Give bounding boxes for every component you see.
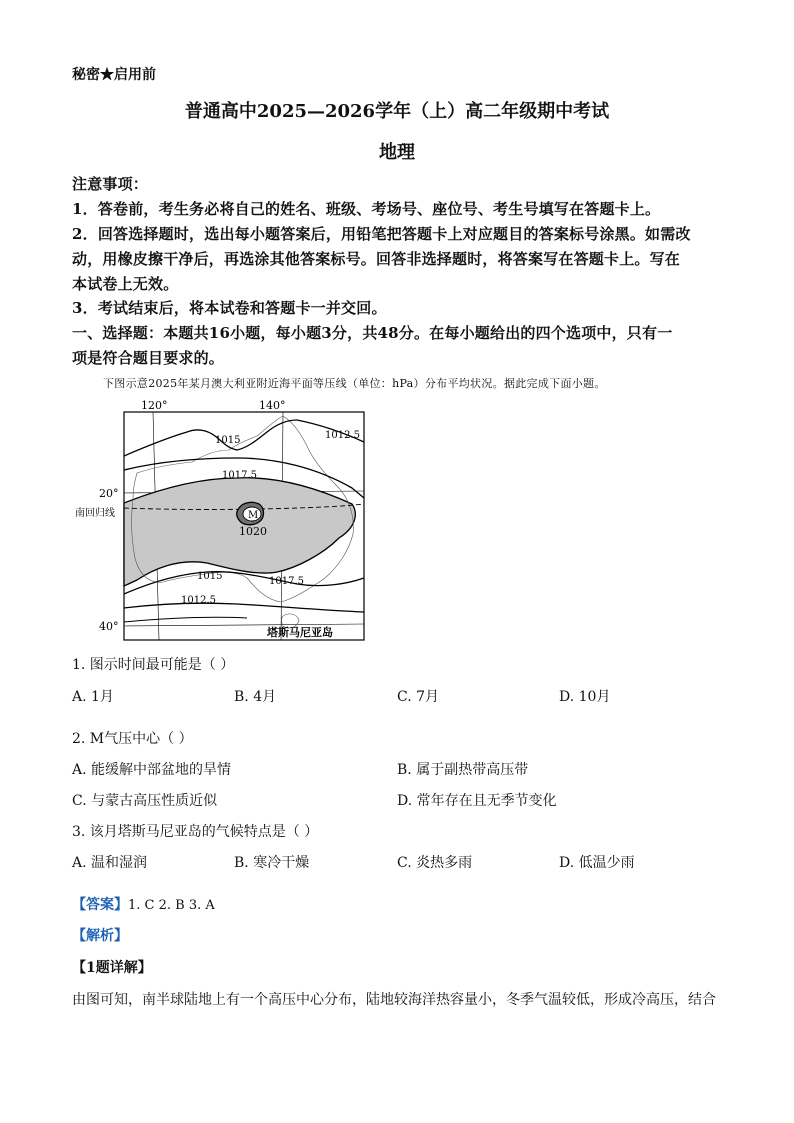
q3-option-c: C. 炎热多雨 xyxy=(397,855,473,871)
notice-line-1: 1．答卷前，考生务必将自己的姓名、班级、考场号、座位号、考生号填写在答题卡上。 xyxy=(72,200,661,218)
lon-140-label: 140° xyxy=(259,399,286,412)
q1-option-c: C. 7月 xyxy=(397,689,440,705)
notice-line-2b: 动，用橡皮擦干净后，再选涂其他答案标号。回答非选择题时，将答案写在答题卡上。写在 xyxy=(72,250,681,268)
q2-option-d: D. 常年存在且无季节变化 xyxy=(397,793,557,809)
lon-120-label: 120° xyxy=(141,399,168,412)
analysis-text: 由图可知，南半球陆地上有一个高压中心分布，陆地较海洋热容量小，冬季气温较低，形成冷高压，结合 xyxy=(72,992,716,1008)
notice-line-2c: 本试卷上无效。 xyxy=(72,275,179,293)
q1-option-d: D. 10月 xyxy=(559,689,611,705)
isobar-map xyxy=(75,398,367,650)
q2-option-b: B. 属于副热带高压带 xyxy=(397,762,529,778)
isobar-label-1015-top: 1015 xyxy=(215,435,241,446)
exam-title: 普通高中2025—2026学年（上）高二年级期中考试 xyxy=(184,101,610,122)
q3-option-d: D. 低温少雨 xyxy=(559,855,635,871)
lat-20-label: 20° xyxy=(99,487,119,500)
answer-row xyxy=(72,894,215,914)
lat-40-label: 40° xyxy=(99,620,119,633)
m-center-label: M xyxy=(248,510,259,521)
q1-option-a: A. 1月 xyxy=(72,689,114,705)
section-1-line-1: 一、选择题：本题共16小题，每小题3分，共48分。在每小题给出的四个选项中，只有一 xyxy=(72,324,673,342)
secret-label: 秘密★启用前 xyxy=(72,67,156,83)
q1-option-b: B. 4月 xyxy=(234,689,277,705)
q1-stem: 1. 图示时间最可能是（ ） xyxy=(72,657,235,673)
section-1-line-2: 项是符合题目要求的。 xyxy=(72,349,225,367)
isobar-label-1017-bottom: 1017.5 xyxy=(269,576,304,587)
q3-option-a: A. 温和湿润 xyxy=(72,855,148,871)
isobar-label-1017-top: 1017.5 xyxy=(222,470,257,481)
m-center-value: 1020 xyxy=(239,525,267,538)
notice-line-2a: 2．回答选择题时，选出每小题答案后，用铅笔把答题卡上对应题目的答案标号涂黑。如需改 xyxy=(72,225,691,243)
figure-intro: 下图示意2025年某月澳大利亚附近海平面等压线（单位：hPa）分布平均状况。据此完成下面小题。 xyxy=(103,377,606,390)
subject-title: 地理 xyxy=(379,142,415,163)
q2-stem: 2. M气压中心（ ） xyxy=(72,731,193,747)
q2-option-a: A. 能缓解中部盆地的旱情 xyxy=(72,762,232,778)
notice-line-3: 3．考试结束后，将本试卷和答题卡一并交回。 xyxy=(72,299,387,317)
answer-values: 1. C 2. B 3. A xyxy=(128,898,215,913)
isobar-label-1015-bottom: 1015 xyxy=(197,571,223,582)
isobar-label-1012-bottom: 1012.5 xyxy=(181,595,216,606)
analysis-tag: 【解析】 xyxy=(72,928,128,944)
q3-option-b: B. 寒冷干燥 xyxy=(234,855,310,871)
isobar-label-1012-top: 1012.5 xyxy=(325,430,360,441)
q2-option-c: C. 与蒙古高压性质近似 xyxy=(72,793,218,809)
answer-tag: 【答案】 xyxy=(72,897,128,913)
q1-detail-tag: 【1题详解】 xyxy=(72,960,152,976)
notice-heading: 注意事项： xyxy=(72,175,149,193)
q3-stem: 3. 该月塔斯马尼亚岛的气候特点是（ ） xyxy=(72,824,319,840)
tropic-label: 南回归线 xyxy=(75,508,115,519)
tasmania-label: 塔斯马尼亚岛 xyxy=(267,626,333,639)
